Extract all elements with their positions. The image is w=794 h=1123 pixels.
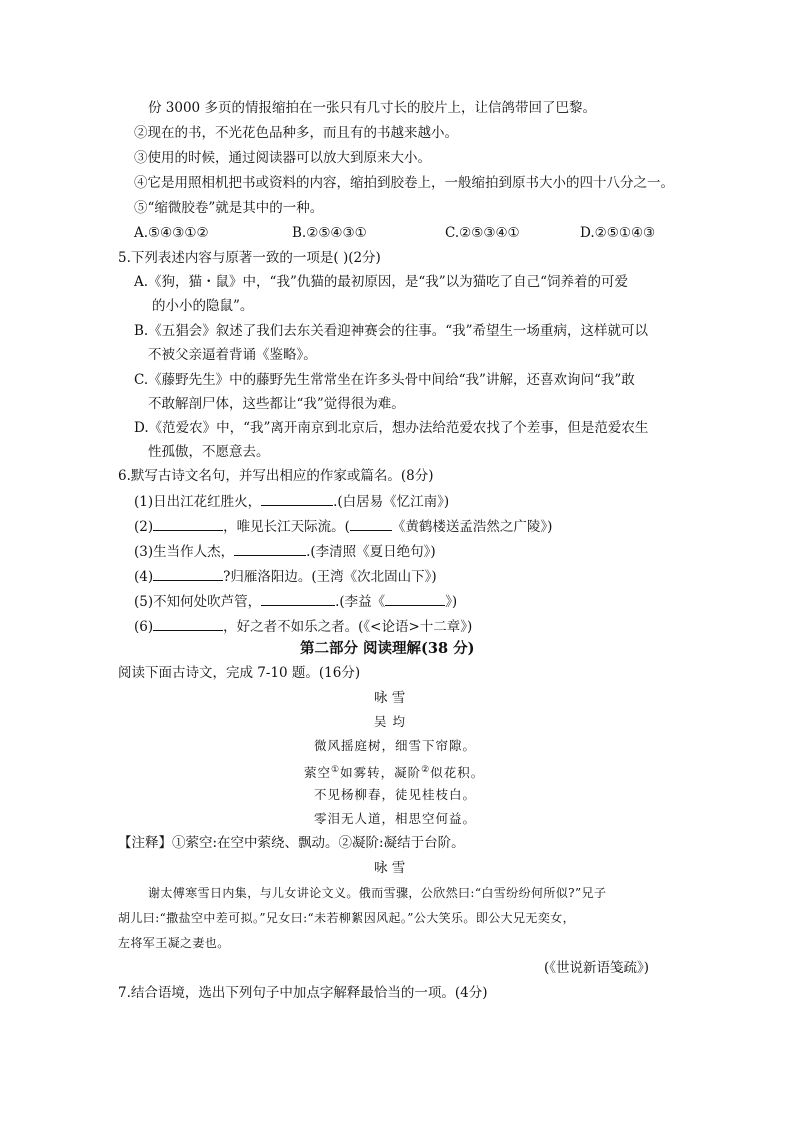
- poem-author: 吴 均: [374, 714, 406, 729]
- footnote-marker: ②: [421, 765, 431, 775]
- q6-item-4-prompt: ?归雁洛阳边。(王湾《次北固山下》): [223, 569, 437, 585]
- q4-text-continuation: 份 3000 多页的情报缩拍在一张只有几寸长的胶片上，让信鸽带回了巴黎。: [148, 100, 596, 116]
- q6-item-5-source-suffix: 》): [445, 594, 458, 610]
- q6-item-4: [134, 566, 437, 587]
- q4-option-c: C.②⑤③④①: [445, 225, 520, 241]
- q6-item-2: [134, 516, 552, 537]
- q7-stem: 7.结合语境，选出下列句子中加点字解释最恰当的一项。(4分): [118, 985, 488, 1001]
- q6-item-1: [134, 491, 449, 512]
- q4-sentence-2: ②现在的书，不光花色品种多，而且有的书越来越小。: [134, 125, 458, 141]
- q5-stem: 5.下列表述内容与原著一致的一项是( )(2分): [118, 250, 381, 266]
- q4-sentence-5: ⑤“缩微胶卷”就是其中的一种。: [134, 200, 324, 216]
- poem-line-1: 微风摇庭树，细雪下帘隙。: [314, 738, 477, 753]
- q6-stem: 6.默写古诗文名句，并写出相应的作家或篇名。(8分): [118, 468, 434, 484]
- q4-option-a: A.⑤④③①②: [134, 225, 209, 241]
- q5-option-b-line1: B.《五猖会》叙述了我们去东关看迎神赛会的往事。“我”希望生一场重病，这样就可以: [134, 323, 649, 339]
- q6-item-5: [134, 591, 457, 612]
- prose-paragraph-line3: 左将军王凝之妻也。: [118, 936, 230, 950]
- part2-intro: 阅读下面古诗文，完成 7-10 题。(16分): [118, 665, 361, 681]
- q6-item-2-prompt: ，唯见长江天际流。(: [223, 519, 350, 535]
- answer-blank[interactable]: [261, 591, 335, 606]
- q5-option-a-line2: 的小小的隐鼠”。: [152, 298, 254, 314]
- q4-sentence-4: ④它是用照相机把书或资料的内容，缩拍到胶卷上，一般缩拍到原书大小的四十八分之一。: [134, 175, 674, 191]
- q4-option-d: D.②⑤①④③: [580, 225, 656, 241]
- prose-paragraph-line1: 谢太傅寒雪日内集，与儿女讲论文义。俄而雪骤，公欣然曰:“白雪纷纷何所似?”兄子: [148, 886, 607, 900]
- q4-sentence-3: ③使用的时候，通过阅读器可以放大到原来大小。: [134, 150, 431, 166]
- q6-item-3-prompt: (3)生当作人杰，: [134, 544, 235, 560]
- q5-option-d-line2: 性孤傲，不愿意去。: [148, 444, 270, 460]
- answer-blank[interactable]: [153, 566, 223, 581]
- answer-blank[interactable]: [153, 516, 223, 531]
- q6-item-5-source-prefix: .(李益《: [335, 594, 386, 610]
- q6-item-2-prefix: (2): [134, 519, 154, 535]
- answer-blank[interactable]: [153, 616, 223, 631]
- poem-line-2-part3: 似花积。: [430, 765, 485, 781]
- q5-option-c-line2: 不敢解剖尸体，这些都让“我”觉得很为难。: [148, 396, 405, 412]
- poem-line-2: [304, 760, 484, 783]
- q6-item-1-prompt: (1)日出江花红胜火，: [134, 494, 262, 510]
- q6-item-6-prompt: ，好之者不如乐之者。(《<论语>十二章》): [223, 619, 473, 635]
- q6-item-1-source: .(白居易《忆江南》): [333, 494, 450, 510]
- answer-blank[interactable]: [350, 516, 392, 531]
- poem-title: 咏 雪: [374, 690, 406, 706]
- prose-paragraph-line2: 胡儿曰:“撒盐空中差可拟。”兄女曰:“未若柳絮因风起。”公大笑乐。即公大兄无奕女，: [118, 911, 576, 925]
- q5-option-d-line1: D.《范爱农》中，“我”离开南京到北京后，想办法给范爱农找了个差事，但是范爱农生: [134, 420, 649, 436]
- part2-heading: 第二部分 阅读理解(38 分): [300, 640, 475, 657]
- q6-item-6: [134, 616, 472, 637]
- q4-option-b: B.②⑤④③①: [292, 225, 367, 241]
- q6-item-3: [134, 541, 436, 562]
- q5-option-b-line2: 不被父亲逼着背诵《鉴略》。: [148, 347, 317, 363]
- poem-annotation: 【注释】①萦空:在空中萦绕、飘动。②凝阶:凝结于台阶。: [118, 835, 465, 851]
- poem-line-4: 零泪无人道，相思空何益。: [314, 811, 477, 826]
- footnote-marker: ①: [331, 765, 341, 775]
- q5-option-c-line1: C.《藤野先生》中的藤野先生常常坐在许多头骨中间给“我”讲解，还喜欢询问“我”敢: [134, 372, 635, 388]
- answer-blank[interactable]: [234, 541, 306, 556]
- poem-line-2-part1: 萦空: [304, 765, 332, 781]
- prose-title: 咏 雪: [374, 860, 406, 876]
- q6-item-5-prompt: (5)不知何处吹芦管，: [134, 594, 262, 610]
- q6-item-6-prefix: (6): [134, 619, 154, 635]
- q6-item-4-prefix: (4): [134, 569, 154, 585]
- q6-item-3-source: .(李清照《夏日绝句》): [306, 544, 436, 560]
- prose-source: (《世说新语笺疏》): [544, 960, 650, 976]
- poem-line-3: 不见杨柳春，徒见桂枝白。: [314, 787, 477, 802]
- q5-option-a-line1: A.《狗，猫・鼠》中，“我”仇猫的最初原因，是“我”以为猫吃了自己“饲养着的可爱: [134, 274, 629, 290]
- poem-line-2-part2: 如雾转，凝阶: [340, 765, 422, 781]
- answer-blank[interactable]: [385, 591, 445, 606]
- answer-blank[interactable]: [261, 491, 333, 506]
- q6-item-2-source: 《黄鹤楼送孟浩然之广陵》): [391, 519, 553, 535]
